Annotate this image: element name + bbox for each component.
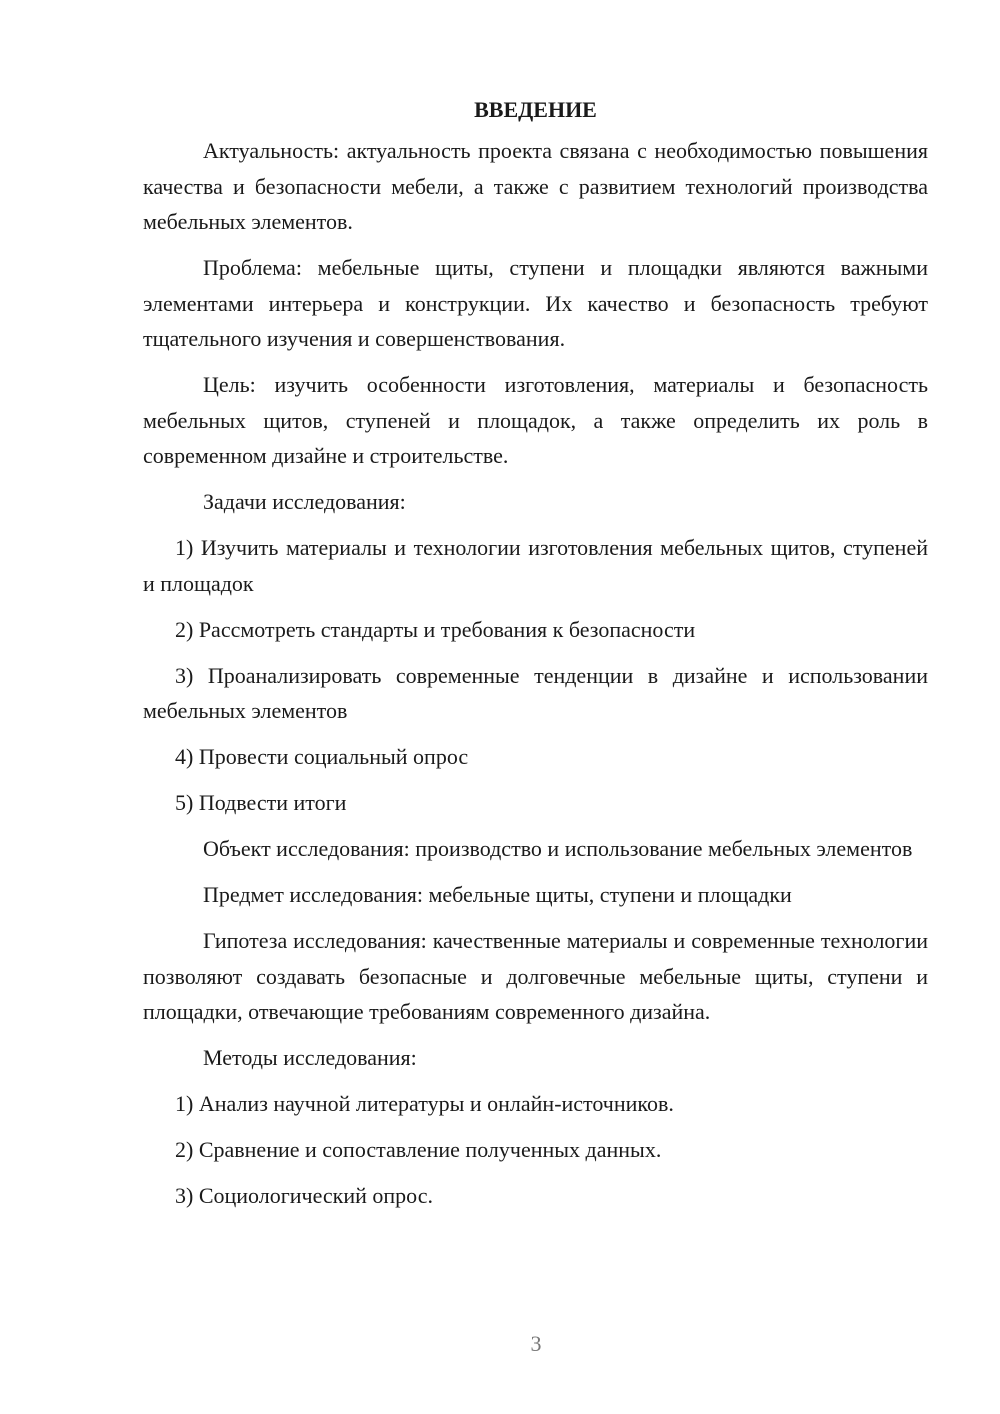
task-item-1: 1) Изучить материалы и технологии изготовления мебельных щитов, ступеней и площадок — [143, 535, 928, 596]
page-content — [143, 92, 928, 1224]
paragraph-relevance: Актуальность: актуальность проекта связана с необходимостью повышения качества и безопасности мебели, а также с развитием технологий производства мебельных элементов. — [143, 138, 928, 234]
methods-heading: Методы исследования: — [203, 1045, 417, 1070]
page-number: 3 — [530, 1331, 542, 1356]
task-item-3: 3) Проанализировать современные тенденции в дизайне и использовании мебельных элементов — [143, 662, 928, 723]
tasks-heading: Задачи исследования: — [203, 489, 406, 514]
paragraph-subject: Предмет исследования: мебельные щиты, ступени и площадки — [203, 882, 792, 907]
page-title: ВВЕДЕНИЕ — [474, 97, 597, 122]
task-item-2: 2) Рассмотреть стандарты и требования к безопасности — [175, 616, 696, 642]
paragraph-problem: Проблема: мебельные щиты, ступени и площадки являются важными элементами интерьера и конструкции. Их качество и безопасность требуют тщательного изучения и совершенствования. — [143, 255, 928, 351]
task-item-5: 5) Подвести итоги — [175, 790, 347, 815]
paragraph-hypothesis: Гипотеза исследования: качественные материалы и современные технологии позволяют создавать безопасные и долговечные мебельные щиты, ступени и площадки, отвечающие требованиям современного дизайна. — [143, 928, 928, 1024]
method-item-2: 2) Сравнение и сопоставление полученных данных. — [175, 1137, 662, 1162]
paragraph-object: Объект исследования: производство и использование мебельных элементов — [203, 836, 913, 861]
paragraph-goal: Цель: изучить особенности изготовления, материалы и безопасность мебельных щитов, ступеней и площадок, а также определить их роль в современном дизайне и строительстве. — [143, 372, 928, 468]
task-item-4: 4) Провести социальный опрос — [175, 744, 469, 769]
method-item-1: 1) Анализ научной литературы и онлайн-источников. — [175, 1091, 674, 1116]
method-item-3: 3) Социологический опрос. — [175, 1183, 433, 1208]
